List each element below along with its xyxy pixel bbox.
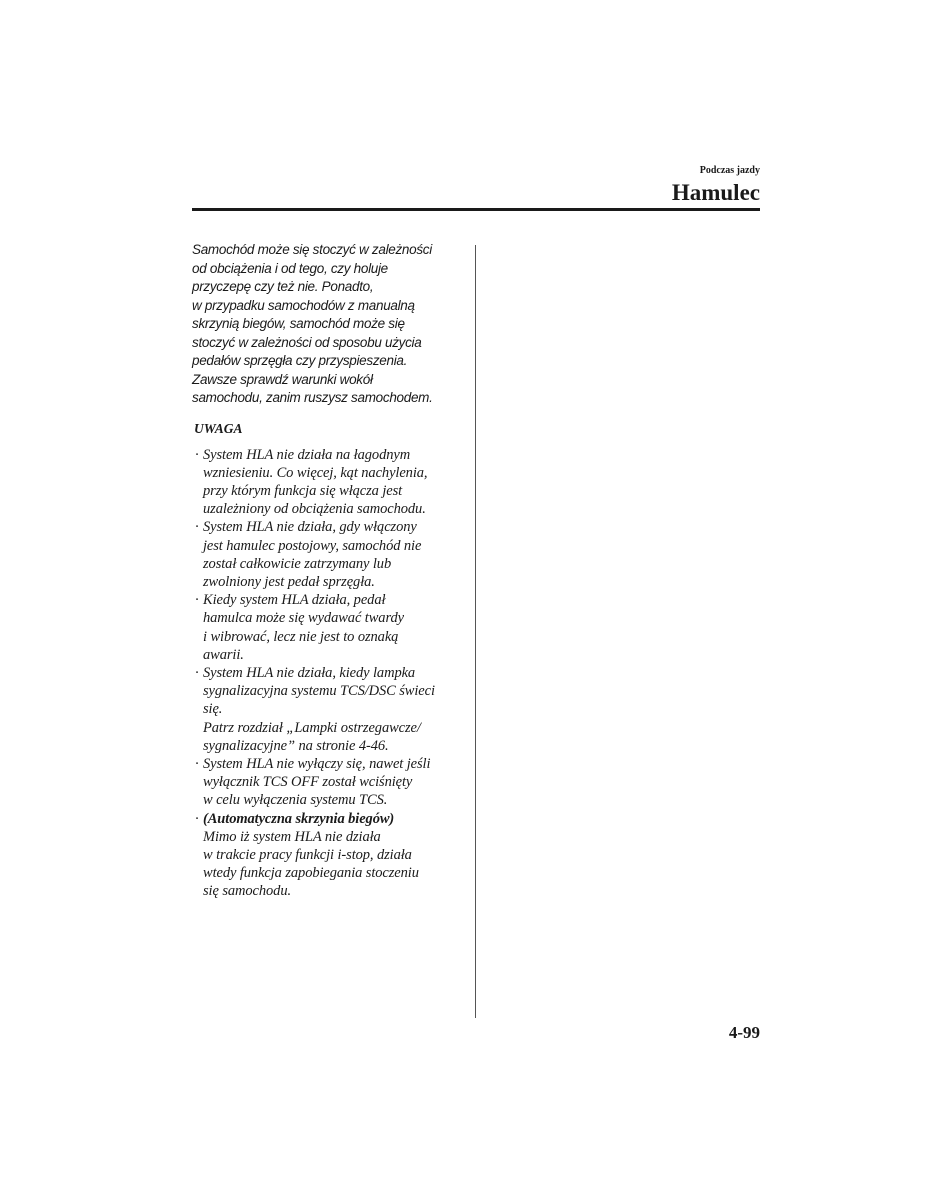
bullet-subheading: (Automatyczna skrzynia biegów)	[203, 810, 395, 827]
bullet-marker: ·	[195, 664, 199, 681]
note-bullet	[192, 518, 467, 591]
bullet-line: w celu wyłączenia systemu TCS.	[203, 792, 388, 809]
bullet-line: i wibrować, lecz nie jest to oznaką	[203, 628, 399, 645]
bullet-line: w trakcie pracy funkcji i-stop, działa	[203, 846, 412, 863]
chapter-title: Hamulec	[671, 180, 760, 205]
column-divider	[475, 245, 476, 1018]
bullet-marker: ·	[195, 592, 199, 609]
bullet-line: Patrz rozdział „Lampki ostrzegawcze/	[203, 719, 421, 736]
intro-paragraph	[192, 241, 467, 408]
bullet-line: Kiedy system HLA działa, pedał	[203, 592, 386, 609]
bullet-marker: ·	[195, 446, 199, 463]
bullet-marker: ·	[195, 810, 199, 827]
intro-line: skrzynią biegów, samochód może się	[192, 316, 405, 331]
bullet-line: System HLA nie wyłączy się, nawet jeśli	[203, 755, 431, 772]
bullet-line: uzależniony od obciążenia samochodu.	[203, 501, 426, 518]
bullet-line: System HLA nie działa, kiedy lampka	[203, 664, 416, 681]
bullet-line: wzniesieniu. Co więcej, kąt nachylenia,	[203, 464, 428, 481]
note-bullet-list	[192, 446, 467, 901]
section-label: Podczas jazdy	[699, 165, 760, 176]
intro-line: Zawsze sprawdź warunki wokół	[192, 371, 373, 387]
left-column	[192, 241, 467, 901]
bullet-line: wtedy funkcja zapobiegania stoczeniu	[203, 865, 419, 882]
note-bullet	[192, 810, 467, 901]
intro-line: przyczepę czy też nie. Ponadto,	[192, 279, 374, 294]
intro-line: pedałów sprzęgła czy przyspieszenia.	[192, 353, 408, 368]
note-bullet	[192, 446, 467, 519]
bullet-line: Mimo iż system HLA nie działa	[203, 828, 381, 845]
bullet-line: wyłącznik TCS OFF został wciśnięty	[203, 774, 413, 791]
bullet-line: System HLA nie działa, gdy włączony	[203, 519, 417, 536]
note-bullet	[192, 591, 467, 664]
bullet-line: został całkowicie zatrzymany lub	[203, 555, 392, 572]
bullet-line: awarii.	[203, 646, 244, 663]
page-number: 4-99	[728, 1023, 760, 1042]
intro-line: od obciążenia i od tego, czy holuje	[192, 260, 388, 276]
bullet-marker: ·	[195, 519, 199, 536]
bullet-line: sygnalizacyjne” na stronie 4-46.	[203, 737, 389, 754]
intro-line: stoczyć w zależności od sposobu użycia	[192, 334, 422, 350]
bullet-line: hamulca może się wydawać twardy	[203, 610, 404, 627]
intro-line: Samochód może się stoczyć w zależności	[192, 242, 432, 257]
note-bullet	[192, 755, 467, 810]
bullet-line: przy którym funkcja się włącza jest	[203, 482, 403, 499]
note-heading: UWAGA	[194, 420, 243, 436]
intro-line: w przypadku samochodów z manualną	[192, 297, 415, 313]
bullet-line: się.	[203, 701, 223, 718]
bullet-marker: ·	[195, 755, 199, 772]
header-rule	[192, 208, 760, 211]
bullet-line: jest hamulec postojowy, samochód nie	[203, 537, 422, 554]
bullet-line: System HLA nie działa na łagodnym	[203, 446, 411, 463]
bullet-line: sygnalizacyjna systemu TCS/DSC świeci	[203, 683, 435, 700]
note-bullet	[192, 664, 467, 755]
bullet-line: się samochodu.	[203, 883, 292, 900]
page-header	[672, 165, 760, 207]
bullet-line: zwolniony jest pedał sprzęgła.	[203, 573, 375, 590]
intro-line: samochodu, zanim ruszysz samochodem.	[192, 390, 433, 405]
